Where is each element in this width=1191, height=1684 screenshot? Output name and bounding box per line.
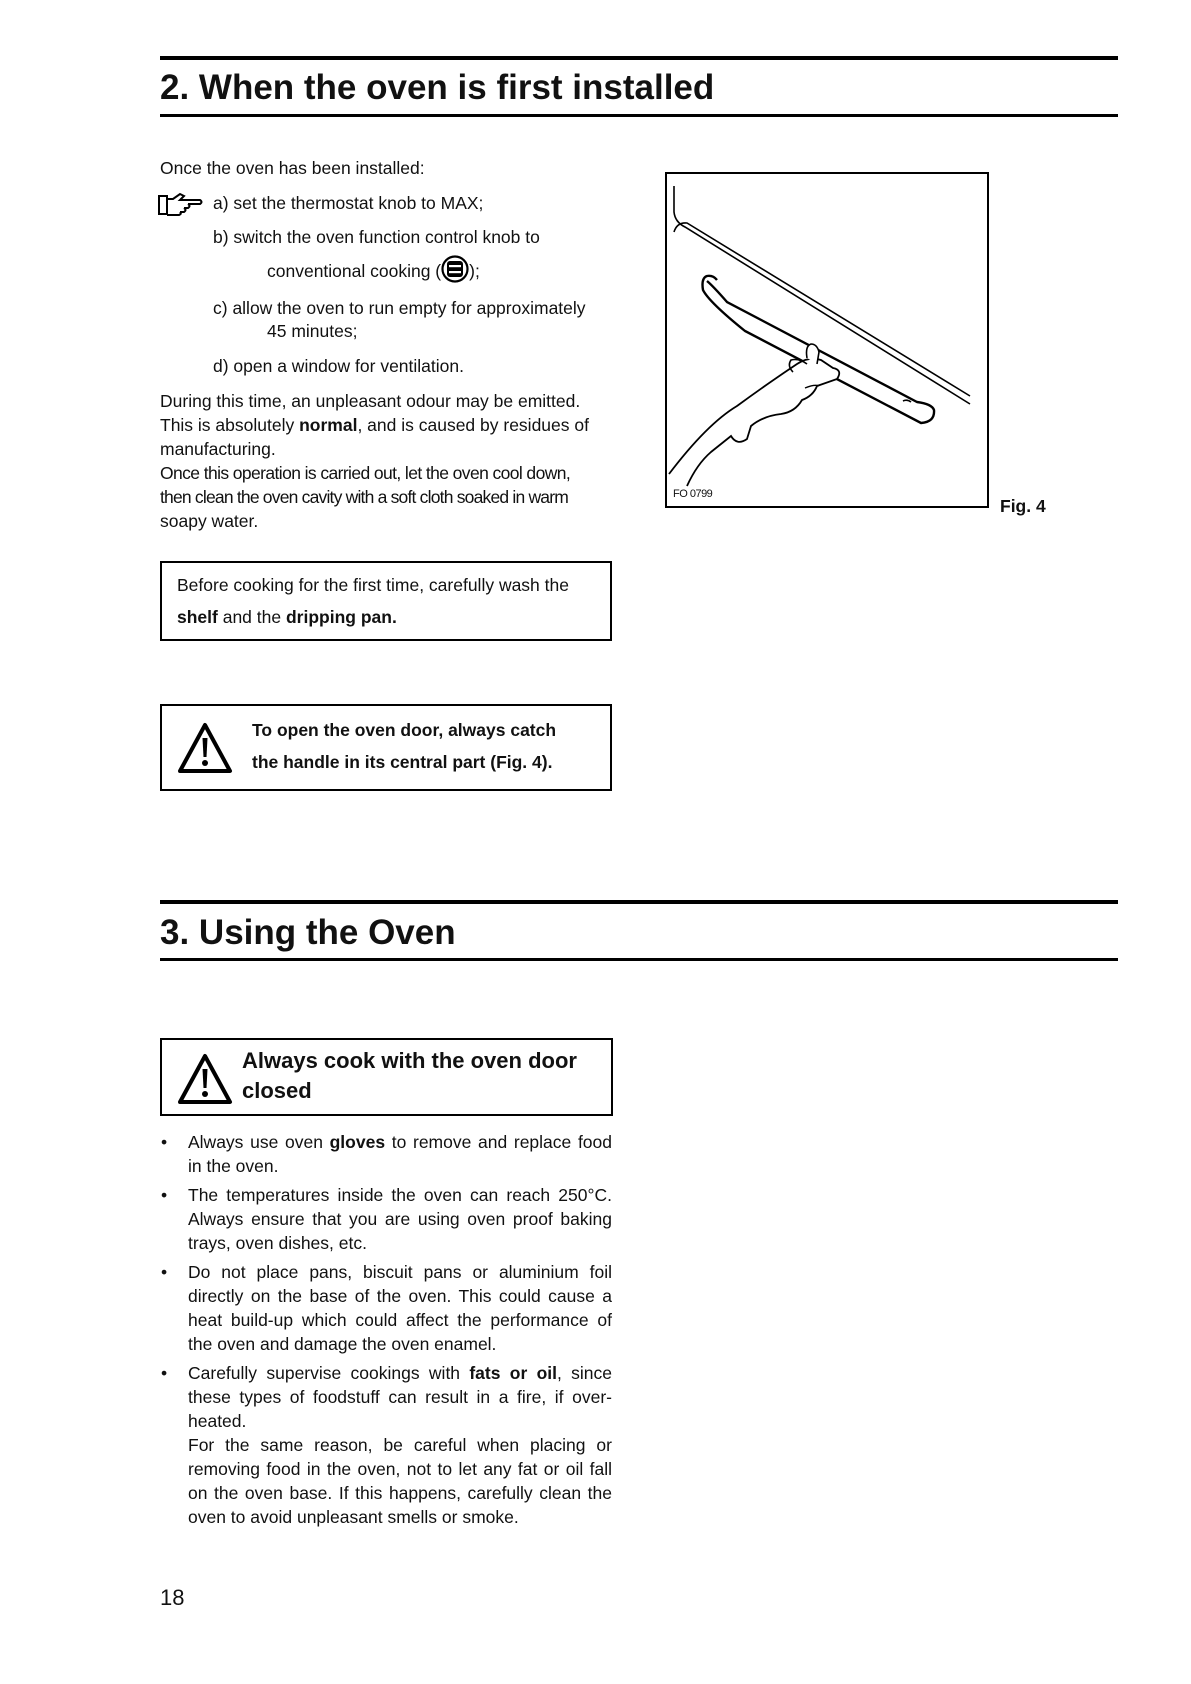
bold-shelf: shelf bbox=[177, 607, 218, 627]
page-number: 18 bbox=[160, 1585, 185, 1610]
bullet-text: The temperatures inside the oven can reach 250°C. Always ensure that you are using oven proof baking trays, oven dishes, etc. bbox=[188, 1185, 612, 1253]
bullet-dot: • bbox=[161, 1262, 168, 1282]
bullet-text: Do not place pans, biscuit pans or aluminium foil directly on the base of the oven. This could cause a heat build-up which could affect the performance of the oven and damage the oven enamel. bbox=[188, 1262, 612, 1354]
odour-line-3: manufacturing. bbox=[160, 439, 276, 459]
bullet-dot: • bbox=[161, 1132, 168, 1152]
first-use-line-1: Before cooking for the first time, carefully wash the bbox=[177, 575, 569, 595]
figure-code: FO 0799 bbox=[673, 488, 713, 500]
open-door-warning-box bbox=[160, 704, 612, 791]
section-3-underline bbox=[160, 958, 1118, 961]
bullet-bold: fats or oil bbox=[469, 1363, 557, 1383]
odour-paragraph bbox=[160, 389, 612, 533]
door-closed-line-2: closed bbox=[242, 1078, 312, 1103]
bullet-bold: gloves bbox=[329, 1132, 386, 1152]
step-c: c) allow the oven to run empty for approximately bbox=[213, 298, 586, 318]
bullet-text-post: , since these types of foodstuff can result in a fire, if over-heated. bbox=[188, 1363, 612, 1431]
bullet-dot: • bbox=[161, 1363, 168, 1383]
section-3-top-rule bbox=[160, 900, 1118, 904]
section-3-title: 3. Using the Oven bbox=[160, 913, 456, 952]
and-the: and the bbox=[217, 607, 286, 627]
odour-bold-normal: normal bbox=[299, 415, 358, 435]
step-c-cont: 45 minutes; bbox=[267, 321, 358, 341]
odour-text-b: , and is caused by residues of bbox=[357, 415, 589, 435]
step-b-close: ); bbox=[469, 261, 480, 281]
figure-4-frame bbox=[665, 172, 989, 508]
bullet-extra-paragraph: For the same reason, be careful when placing or removing food in the oven, not to let any fat or oil fall on the oven base. If this happens, carefully clean the oven to avoid unpleasant smells or smoke. bbox=[188, 1435, 612, 1527]
bullet-text-post: to remove and replace food in the oven. bbox=[188, 1132, 612, 1176]
step-d: d) open a window for ventilation. bbox=[213, 356, 464, 376]
step-a: a) set the thermostat knob to MAX; bbox=[213, 193, 484, 213]
oven-door-illustration bbox=[667, 174, 987, 506]
title-underline bbox=[160, 114, 1118, 117]
odour-line-2 bbox=[160, 413, 612, 437]
bold-dripping-pan: dripping pan. bbox=[285, 607, 397, 627]
step-b-cont bbox=[267, 255, 480, 289]
cooldown-line-1: Once this operation is carried out, let the oven cool down, bbox=[160, 463, 571, 483]
open-door-line-1: To open the oven door, always catch bbox=[252, 720, 557, 740]
list-item bbox=[160, 1183, 612, 1255]
door-closed-line-1: Always cook with the oven door bbox=[242, 1048, 577, 1073]
door-closed-warning-box bbox=[160, 1038, 613, 1116]
bullet-dot: • bbox=[161, 1185, 168, 1205]
oven-safety-list bbox=[160, 1130, 612, 1534]
open-door-line-2: the handle in its central part (Fig. 4). bbox=[252, 752, 553, 772]
list-item bbox=[160, 1361, 612, 1529]
first-use-line-2 bbox=[177, 605, 397, 629]
list-item bbox=[160, 1130, 612, 1178]
warning-triangle-icon bbox=[177, 722, 233, 779]
odour-text-a: This is absolutely bbox=[160, 415, 300, 435]
bullet-text: Carefully supervise cookings with bbox=[188, 1363, 470, 1383]
intro-text: Once the oven has been installed: bbox=[160, 158, 425, 178]
first-use-note-box bbox=[160, 561, 612, 641]
step-b: b) switch the oven function control knob to bbox=[213, 227, 540, 247]
figure-caption: Fig. 4 bbox=[1000, 496, 1046, 516]
cooldown-line-2: then clean the oven cavity with a soft cloth soaked in warm bbox=[160, 487, 569, 507]
top-rule bbox=[160, 56, 1118, 60]
odour-line-1: During this time, an unpleasant odour may be emitted. bbox=[160, 391, 581, 411]
list-item bbox=[160, 1260, 612, 1356]
conventional-cooking-icon bbox=[441, 255, 469, 289]
step-b-text: conventional cooking ( bbox=[267, 261, 442, 281]
bullet-text: Always use oven bbox=[188, 1132, 330, 1152]
cooldown-line-3: soapy water. bbox=[160, 511, 259, 531]
pointing-hand-icon bbox=[158, 191, 204, 222]
section-2-title: 2. When the oven is first installed bbox=[160, 68, 715, 107]
warning-triangle-icon bbox=[177, 1053, 233, 1110]
